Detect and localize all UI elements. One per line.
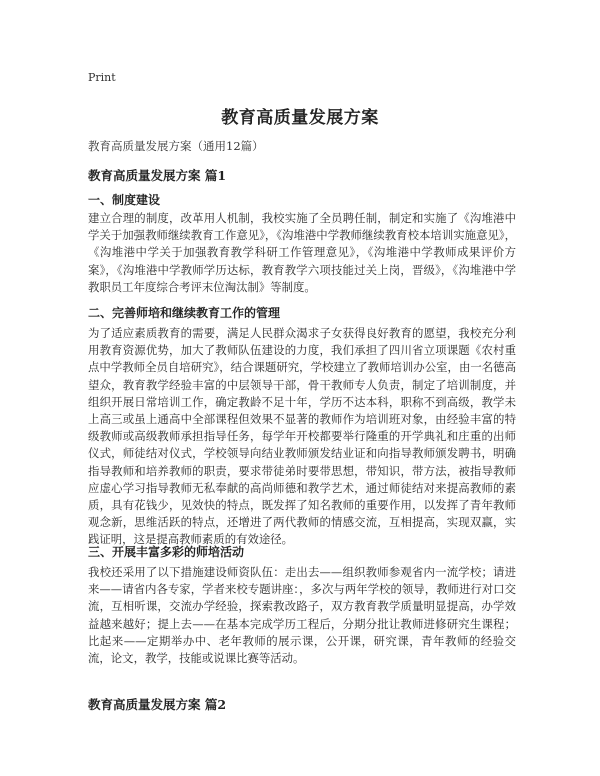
section-2-heading: 二、完善师培和继续教育工作的管理 [88, 306, 281, 320]
section-3-heading: 三、开展丰富多彩的师培活动 [88, 545, 245, 559]
section-3-text: 我校还采用了以下措施建设师资队伍：走出去——组织教师参观省内一流学校；请进来——请省内各专家，学者来校专题讲座：，多次与两年学校的领导，教师进行对口交流，互相听课，交流办学经验，探索教改路子，双方教育教学质量明显提高，办学效益越来越好；提上去——在基本完成学历工程后，分期分批让教师进修研究生课程；比起来——定期举办中、老年教师的展示课，公开课，研究课，青年教师的经验交流，论文，教学，技能或说课比赛等活动。 [88, 565, 516, 666]
document-subtitle: 教育高质量发展方案（通用12篇） [88, 139, 264, 153]
section-2-text: 为了适应素质教育的需要，满足人民群众渴求子女获得良好教育的愿望，我校充分利用教育资源优势，加大了教师队伍建设的力度，我们承担了四川省立项课题《农村重点中学教师全员自培研究》，结合课题研究，学校建立了教师培训办公室，由一名德高望众，教育教学经验丰富的中层领导干部，骨干教师专人负责，制定了培训制度，并组织开展日常培训工作，确定教龄不足十年，学历不达本科，职称不到高级，教学未上高三或虽上通高中全部课程但效果不显著的教师作为培训班对象，由经验丰富的特级教师或高级教师承担指导任务，每学年开校都要举行隆重的开学典礼和庄重的出师仪式，师徒结对仪式，学校领导向结业教师颁发结业证和向指导教师颁发聘书，明确指导教师和培养教师的职责，要求带徒弟时要带思想，带知识，带方法，被指导教师应虚心学习指导教师无私奉献的高尚师德和教学艺术，通过师徒结对来提高教师的素质，具有花钱少，见效快的特点，既发挥了知名教师的重要作用，以发挥了青年教师观念新，思维活跃的特点，还增进了两代教师的情感交流，互相提高，实现双赢，实践证明，这是提高教师素质的有效途径。 [88, 326, 516, 547]
print-link[interactable]: Print [88, 71, 116, 84]
document-title: 教育高质量发展方案 [221, 108, 379, 128]
article-2-heading: 教育高质量发展方案 篇2 [88, 697, 227, 712]
section-1-heading: 一、制度建设 [88, 193, 161, 207]
article-1-heading: 教育高质量发展方案 篇1 [88, 168, 227, 183]
section-1-text: 建立合理的制度，改革用人机制，我校实施了全员聘任制，制定和实施了《沟堆港中学关于加强教师继续教育工作意见》，《沟堆港中学教师继续教育校本培训实施意见》，《沟堆港中学关于加强教育教学科研工作管理意见》，《沟堆港中学教师成果评价方案》，《沟堆港中学教师学历达标，教育教学六项技能过关上岗，晋级》，《沟堆港中学教职员工年度综合考评末位淘汰制》等制度。 [88, 211, 516, 294]
